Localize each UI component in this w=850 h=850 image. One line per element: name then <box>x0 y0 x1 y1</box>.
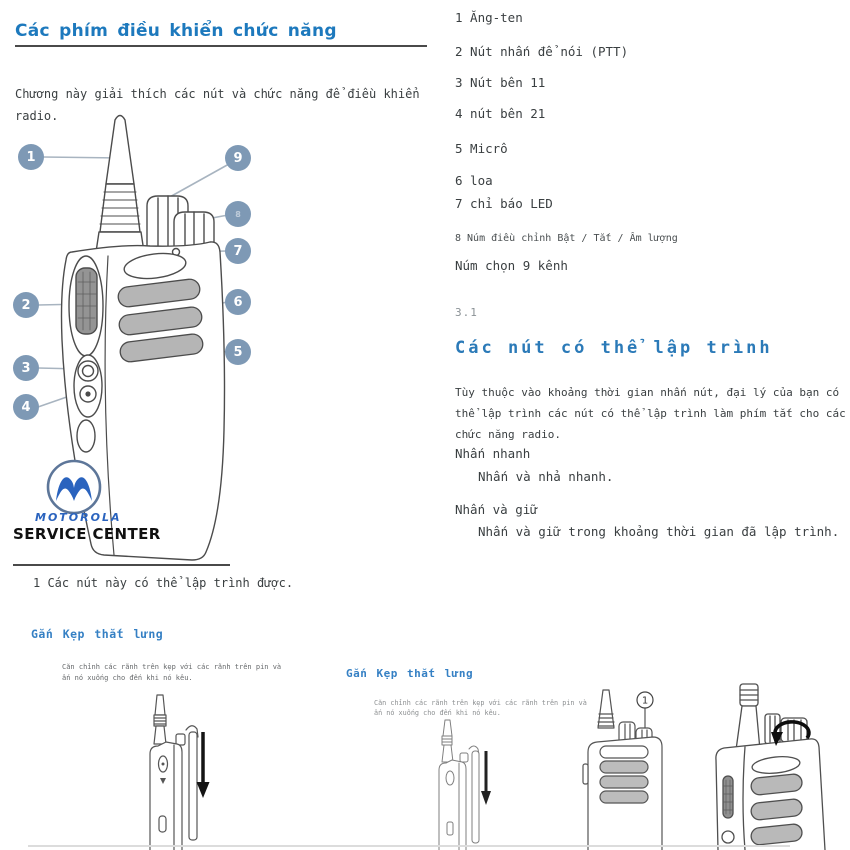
figure-belt-clip-side-1 <box>133 692 233 850</box>
callout-2: 2 <box>13 292 39 318</box>
section-number: 3.1 <box>455 306 478 319</box>
figure-radio-front <box>575 688 715 850</box>
service-center-label: SERVICE CENTER <box>13 525 161 543</box>
term-press-quick: Nhấn nhanh <box>455 446 531 461</box>
figure-belt-clip-side-2 <box>425 718 510 850</box>
figure-caption: 1 Các nút này có thể lập trình được. <box>33 576 294 590</box>
belt-clip-body-left: Căn chỉnh các rãnh trên kẹp với các rãnh trên pin và ấn nó xuống cho đến khi nó kêu. <box>62 663 282 682</box>
callout-8: 8 <box>225 201 251 227</box>
speaker-grille-art <box>117 278 204 363</box>
belt-clip-body-middle: Căn chỉnh các rãnh trên kẹp với các rãnh trên pin và ấn nó xuống cho đến khi nó kêu. <box>374 698 587 717</box>
def-press-hold: Nhấn và giữ trong khoảng thời gian đã lập trình. <box>478 524 840 539</box>
motorola-logo-icon <box>44 458 106 518</box>
section-title: Các nút có thể lập trình <box>455 338 773 359</box>
callout-1: 1 <box>18 144 44 170</box>
figure-divider <box>13 564 230 566</box>
part-item-volume-knob: 8 Núm điều chỉnh Bật / Tắt / Âm lượng <box>455 233 678 244</box>
callout-3: 3 <box>13 355 39 381</box>
part-item-led: 7 chỉ báo LED <box>455 196 553 211</box>
intro-text: Chương này giải thích các nút và chức năng để điều khiển radio. <box>15 87 420 123</box>
callout-9: 9 <box>225 145 251 171</box>
term-press-hold: Nhấn và giữ <box>455 502 538 517</box>
section-body: Tùy thuộc vào khoảng thời gian nhấn nút, đại lý của bạn có thể lập trình các nút có thể lập trình làm phím tắt cho các chức năng radio. <box>455 386 846 441</box>
part-item-antenna: 1 Ăng-ten <box>455 10 523 25</box>
figure-callout-label: 1 <box>641 695 649 707</box>
title-divider <box>15 45 427 47</box>
figure-radio-power <box>715 670 850 850</box>
ptt-button-art <box>69 256 103 356</box>
callout-5: 5 <box>225 339 251 365</box>
part-item-side-button1: 3 Nút bên 11 <box>455 75 546 90</box>
belt-clip-heading-middle: Gắn Kẹp thắt lưng <box>346 667 474 680</box>
antenna-art <box>96 116 144 253</box>
callout-4: 4 <box>13 394 39 420</box>
def-press-quick: Nhấn và nhả nhanh. <box>478 469 614 484</box>
part-item-mic: 5 Micrô <box>455 141 508 156</box>
part-item-channel-knob: Núm chọn 9 kênh <box>455 258 568 273</box>
down-arrow-icon <box>197 732 210 798</box>
callout-6: 6 <box>225 289 251 315</box>
part-item-speaker: 6 loa <box>455 173 493 188</box>
down-arrow-icon <box>481 751 491 805</box>
part-item-ptt: 2 Nút nhấn để nói (PTT) <box>455 44 629 59</box>
page-title: Các phím điều khiển chức năng <box>15 21 337 42</box>
motorola-wordmark: MOTOROLA <box>35 511 122 524</box>
part-item-side-button2: 4 nút bên 21 <box>455 106 546 121</box>
bottom-divider <box>28 845 790 847</box>
callout-7: 7 <box>225 238 251 264</box>
belt-clip-heading-left: Gắn Kẹp thắt lưng <box>31 627 164 641</box>
